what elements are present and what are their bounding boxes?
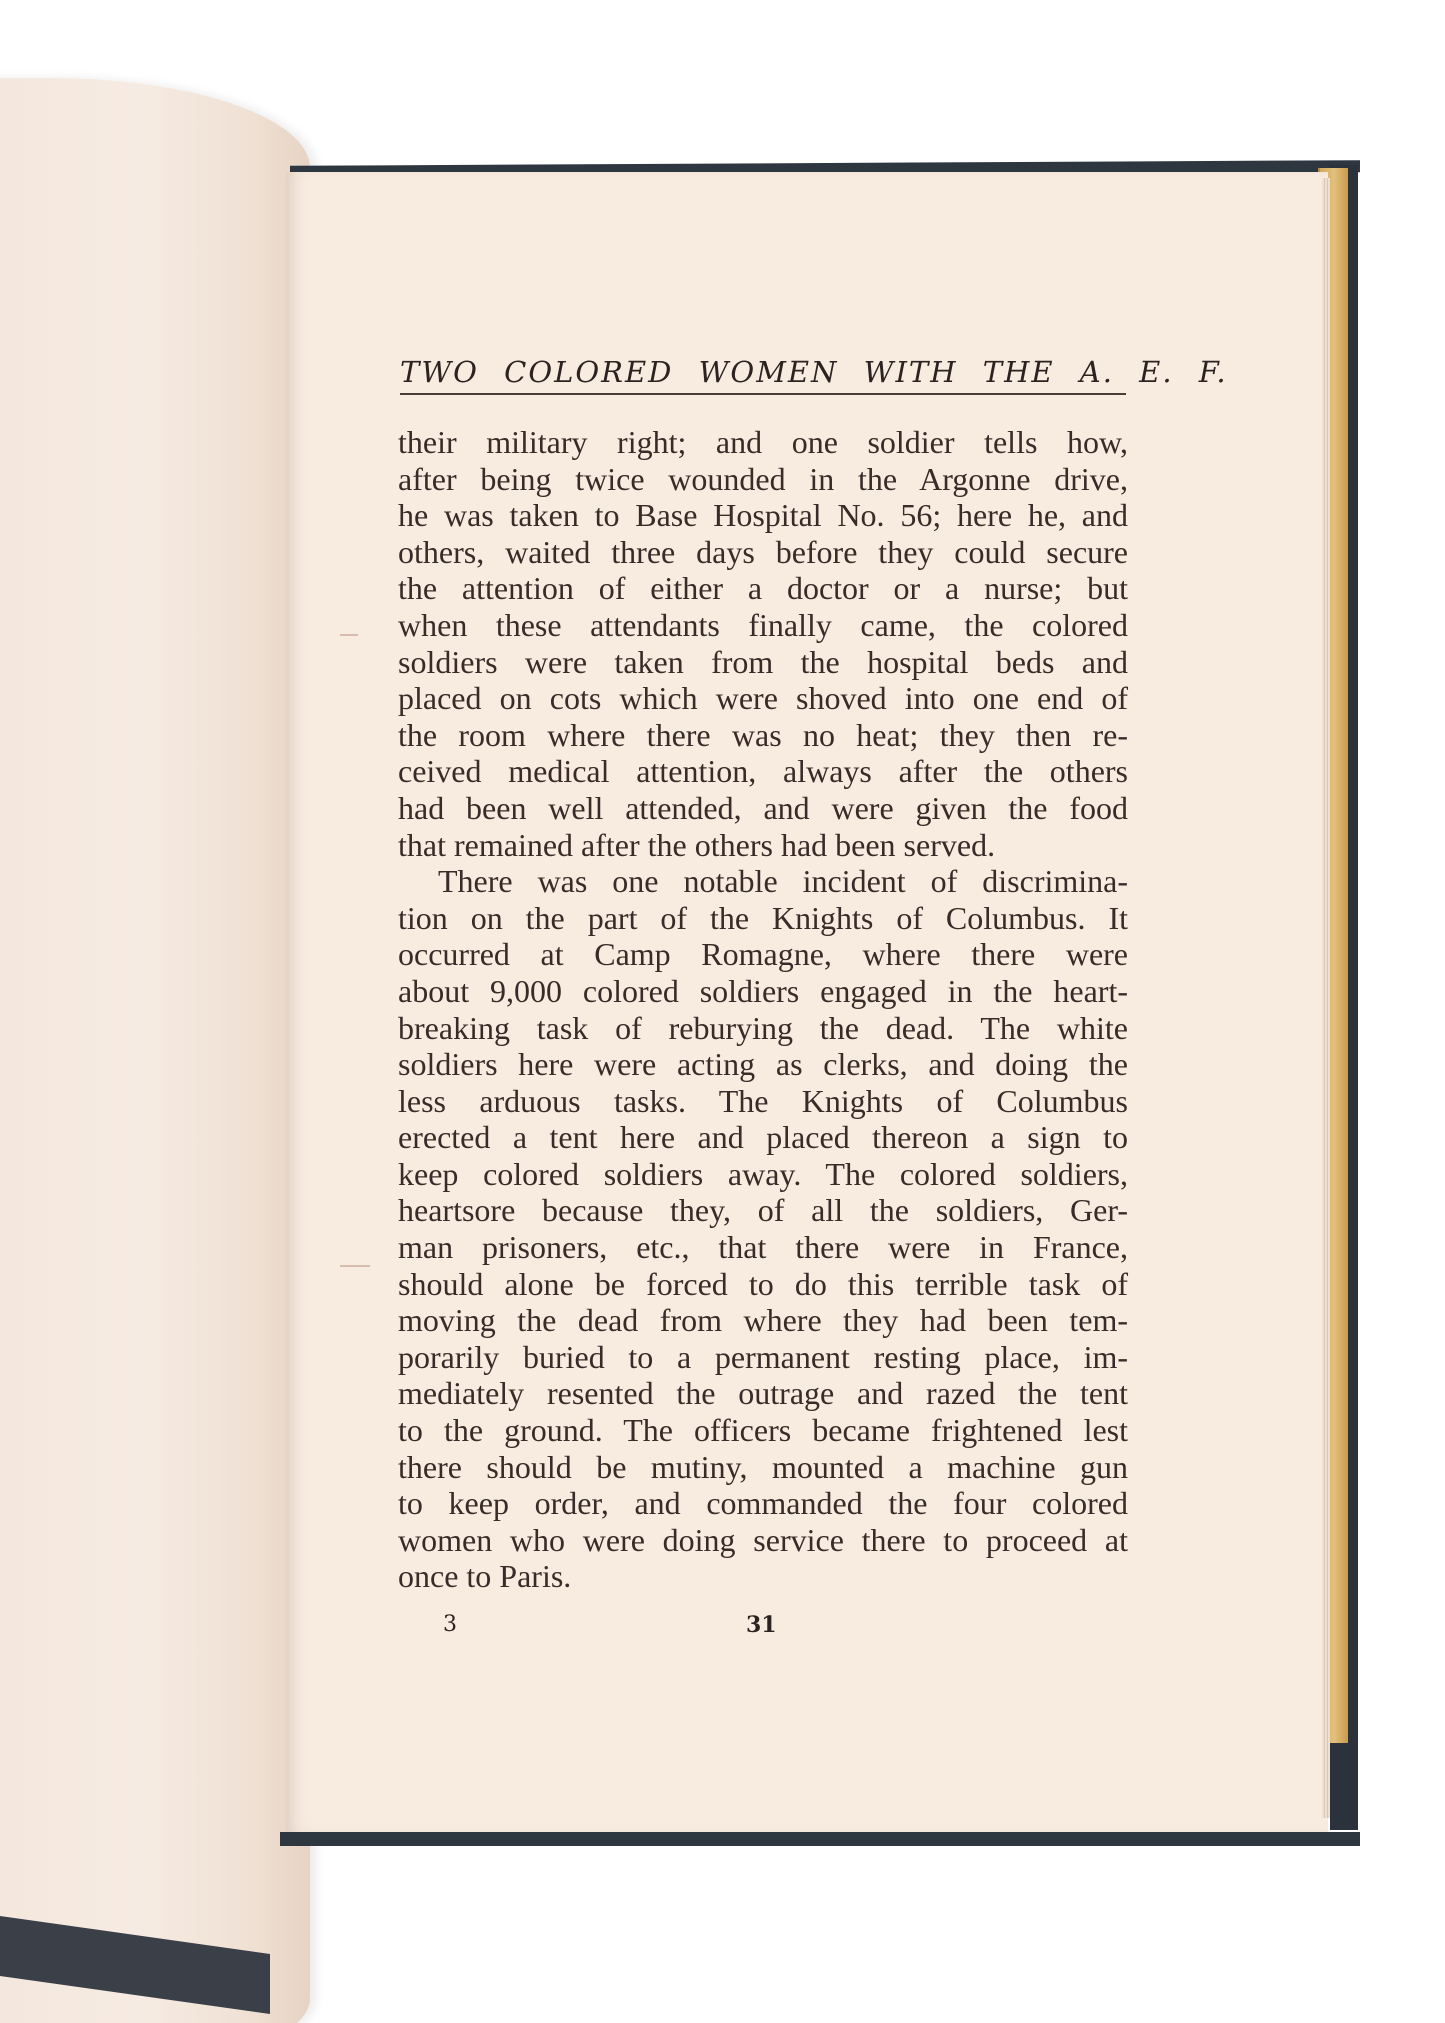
text-line: about 9,000 colored soldiers engaged in the heart- [398,972,1128,1009]
text-line: had been well attended, and were given the food [398,789,1128,826]
text-line: to keep order, and commanded the four colored [398,1485,1128,1522]
text-line: should alone be forced to do this terrible task of [398,1265,1128,1302]
text-line: placed on cots which were shoved into one end of [398,680,1128,717]
text-line: breaking task of reburying the dead. The white [398,1009,1128,1046]
page-block-edge [1322,178,1330,1818]
text-line: he was taken to Base Hospital No. 56; here he, and [398,497,1128,534]
text-line: the room where there was no heat; they then re- [398,716,1128,753]
text-line: There was one notable incident of discrimina- [438,863,1128,900]
text-line: keep colored soldiers away. The colored soldiers, [398,1155,1128,1192]
text-line: moving the dead from where they had been tem- [398,1302,1128,1339]
text-line: others, waited three days before they could secure [398,533,1128,570]
text-line: there should be mutiny, mounted a machine gun [398,1448,1128,1485]
text-line: mediately resented the outrage and razed the tent [398,1375,1128,1412]
text-line: that remained after the others had been served. [398,826,996,863]
text-line: tion on the part of the Knights of Columbus. It [398,899,1128,936]
text-line: once to Paris. [398,1558,572,1595]
left-page [0,78,310,2023]
text-line: their military right; and one soldier tells how, [398,424,1128,460]
pencil-mark [340,1265,370,1267]
text-line: erected a tent here and placed thereon a sign to [398,1119,1128,1156]
text-line: when these attendants finally came, the colored [398,606,1128,643]
pencil-mark [340,634,358,636]
text-line: less arduous tasks. The Knights of Columbus [398,1082,1128,1119]
text-line: heartsore because they, of all the soldiers, Ger- [398,1192,1128,1229]
cover-bottom-edge [280,1832,1360,1846]
text-line: soldiers were taken from the hospital beds and [398,643,1128,680]
text-line: to the ground. The officers became frightened lest [398,1412,1128,1449]
text-line: women who were doing service there to proceed at [398,1521,1128,1558]
body-text [398,424,1128,1595]
signature-mark: 3 [443,1612,457,1637]
text-line: occurred at Camp Romagne, where there were [398,936,1128,973]
page-number: 31 [746,1612,777,1638]
text-line: after being twice wounded in the Argonne drive, [398,460,1128,497]
text-line: the attention of either a doctor or a nurse; but [398,570,1128,607]
text-line: ceived medical attention, always after the others [398,753,1128,790]
text-line: soldiers here were acting as clerks, and doing the [398,1046,1128,1083]
text-line: man prisoners, etc., that there were in France, [398,1229,1128,1266]
running-head: TWO COLORED WOMEN WITH THE A. E. F. [400,355,1126,395]
text-line: porarily buried to a permanent resting place, im- [398,1338,1128,1375]
